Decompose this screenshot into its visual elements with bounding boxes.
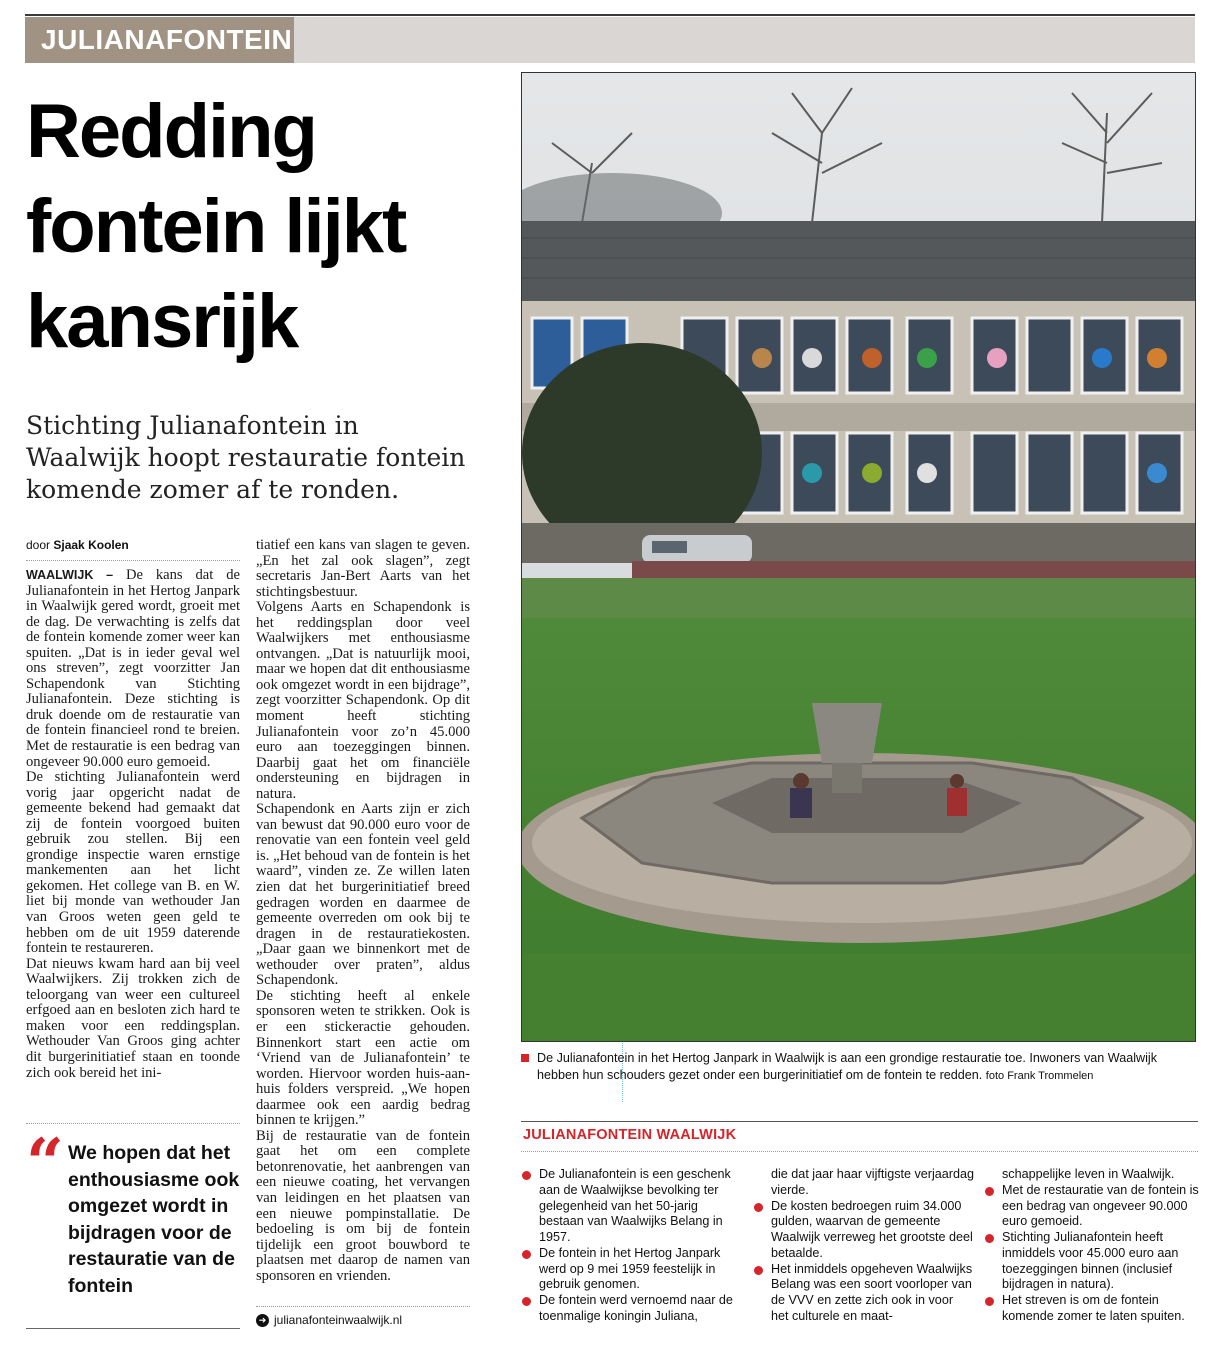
photo-credit: foto Frank Trommelen bbox=[985, 1069, 1094, 1082]
fact-text: Met de restauratie van de fontein is een bedrag van ongeveer 90.000 euro gemoeid. bbox=[1002, 1182, 1199, 1229]
body-paragraph: Dat nieuws kwam hard aan bij veel Waalwijkers. Zij trokken zich de teloorgang van weer een cultureel erfgoed aan en besloten zich hard te maken voor een reddingsplan. Wethouder Van Groos ging achter dit burgerinitiatief staan en toonde zich ook bereid het ini- bbox=[26, 955, 240, 1081]
body-paragraph: Bij de restauratie van de fontein gaat het om een complete betonrenovatie, het aanbrengen van een nieuwe coating, het vervangen van leidingen en het plaatsen van een nieuwe pompinstallatie. De bedoeling is om bij de fontein tijdelijk een groot bouwbord te plaatsen met daarop de namen van sponsoren en vrienden. bbox=[256, 1127, 470, 1284]
infobox-column-3 bbox=[985, 1167, 1205, 1325]
fact-text: De Julianafontein is een geschenk aan de Waalwijkse bevolking ter gelegenheid van het 50-jarig bestaan van Waalwijks Belang in 1957. bbox=[539, 1167, 731, 1244]
byline bbox=[26, 538, 129, 552]
infobox-title: JULIANAFONTEIN WAALWIJK bbox=[523, 1127, 737, 1143]
fact-item bbox=[985, 1293, 1205, 1325]
fact-text: De fontein werd vernoemd naar de toenmalige koningin Juliana, bbox=[539, 1293, 733, 1323]
quote-mark-icon: “ bbox=[26, 1124, 64, 1202]
arrow-right-icon: ➜ bbox=[256, 1314, 269, 1327]
infobox-column-2 bbox=[754, 1167, 974, 1325]
headline-line: fontein lijkt bbox=[26, 184, 406, 269]
fact-text: Het inmiddels opgeheven Waalwijks Belang was een soort voorloper van de VVV en zette zich ook in voor het culturele en maat- bbox=[771, 1261, 973, 1323]
bullet-icon bbox=[985, 1297, 994, 1306]
byline-author: Sjaak Koolen bbox=[53, 538, 129, 552]
fact-item bbox=[522, 1167, 742, 1246]
divider bbox=[521, 1121, 1198, 1122]
body-column-2 bbox=[256, 538, 470, 1284]
fact-text: Het streven is om de fontein komende zomer te laten spuiten. bbox=[1002, 1293, 1185, 1323]
body-paragraph: tiatief een kans van slagen te geven. „En het zal ook slagen”, zegt secretaris Jan-Bert Aarts van het stichtingsbestuur. bbox=[256, 537, 470, 600]
fact-text: De fontein in het Hertog Janpark werd op 9 mei 1959 feestelijk in gebruik genomen. bbox=[539, 1245, 721, 1292]
fact-text: die dat jaar haar vijftigste verjaardag vierde. bbox=[771, 1167, 975, 1197]
intro-text: Stichting Julianafontein in Waalwijk hoopt restauratie fontein komende zomer af te ronden. bbox=[26, 411, 466, 504]
infobox-column-1 bbox=[522, 1167, 742, 1325]
fact-item bbox=[985, 1183, 1205, 1230]
body-paragraph: De stichting heeft al enkele sponsoren weten te strikken. Ook is er een stickeractie gehouden. Binnenkort start een actie om ‘Vriend van de Julianafontein’ te worden. Hiervoor worden huis-aan-huis folders verspreid. „We hopen daarmee ook een aardig bedrag binnen te krijgen.” bbox=[256, 987, 470, 1129]
bullet-icon bbox=[985, 1187, 994, 1196]
divider bbox=[26, 1328, 240, 1329]
divider bbox=[26, 560, 240, 561]
bullet-icon bbox=[985, 1234, 994, 1243]
bullet-icon bbox=[522, 1171, 531, 1180]
fact-item-continued bbox=[985, 1167, 1205, 1183]
pull-quote: We hopen dat het enthousiasme ook omgezet wordt in bijdragen voor de restauratie van de fontein bbox=[68, 1142, 240, 1297]
body-paragraph: Volgens Aarts en Schapendonk is het reddingsplan door veel Waalwijkers met enthousiasme ontvangen. „Dat is natuurlijk mooi, maar we hopen dat dit enthousiasme ook omgezet wordt in een bijdrage”, zegt voorzitter Schapendonk. Op dit moment heeft stichting Julianafontein voor zo’n 45.000 euro aan toezeggingen binnen. Daarbij gaat het om financiële ondersteuning en bijdragen in natura. bbox=[256, 599, 470, 802]
body-paragraph: Schapendonk en Aarts zijn er zich van bewust dat 90.000 euro voor de renovatie van een fontein veel geld is. „Het behoud van de fontein is het waard”, vinden ze. Ze willen laten zien dat het burgerinitiatief breed gedragen worden en daarmee de gemeente overreden om ook bij te dragen in de restauratiekosten. „Daar gaan we binnenkort met de wethouder over praten”, aldus Schapendonk. bbox=[256, 801, 470, 989]
top-rule bbox=[25, 14, 1195, 16]
headline-line: kansrijk bbox=[26, 279, 298, 364]
photo-illustration bbox=[522, 73, 1196, 1042]
dateline: WAALWIJK – bbox=[26, 568, 114, 582]
headline bbox=[26, 84, 496, 369]
fact-item bbox=[522, 1246, 742, 1293]
caption-text: De Julianafontein in het Hertog Janpark in Waalwijk is aan een grondige restauratie toe. Inwoners van Waalwijk hebben hun schouders gezet onder een burgerinitiatief om de fontein te redden. bbox=[537, 1051, 1157, 1082]
body-paragraph bbox=[26, 568, 240, 770]
fact-item bbox=[754, 1199, 974, 1262]
headline-line: Redding bbox=[26, 89, 316, 174]
bullet-icon bbox=[754, 1266, 763, 1275]
fact-text: schappelijke leven in Waalwijk. bbox=[1002, 1167, 1175, 1181]
divider bbox=[256, 1306, 470, 1307]
body-paragraph: De stichting Julianafontein werd vorig jaar opgericht nadat de gemeente bekend had gemaakt dat zij de fontein voorgoed buiten gebruik zou stellen. Bij een grondige inspectie waren ernstige mankementen aan het licht gekomen. Het college van B. en W. liet bij monde van wethouder Jan van Groos weten geen geld te hebben om de uit 1959 daterende fontein te restaureren. bbox=[26, 769, 240, 957]
bullet-icon bbox=[754, 1203, 763, 1212]
bullet-icon bbox=[522, 1297, 531, 1306]
section-kicker: JULIANAFONTEIN bbox=[25, 17, 294, 63]
body-text: De kans dat de Julianafontein in het Hertog Janpark in Waalwijk gered wordt, groeit met de dag. De verwachting is zelfs dat de fontein komende zomer weer kan spuiten. „Dat is in ieder geval wel ons streven”, zegt voorzitter Jan Schapendonk van Stichting Julianafontein. Deze stichting is druk doende om de restauratie van de fontein financieel rond te breien. Met de restauratie is een bedrag van ongeveer 90.000 euro gemoeid. bbox=[26, 567, 240, 770]
photo-caption bbox=[521, 1050, 1191, 1084]
fact-item bbox=[985, 1230, 1205, 1293]
byline-prefix: door bbox=[26, 538, 51, 552]
website-url[interactable]: julianafonteinwaalwijk.nl bbox=[274, 1313, 403, 1327]
fact-item-continued bbox=[754, 1167, 974, 1199]
fact-item bbox=[522, 1293, 742, 1325]
fountain-photo bbox=[521, 72, 1196, 1042]
body-column-1 bbox=[26, 568, 240, 1081]
fact-text: Stichting Julianafontein heeft inmiddels voor 45.000 euro aan toezeggingen binnen (inclusief bijdragen in natura). bbox=[1002, 1230, 1179, 1292]
fact-item bbox=[754, 1262, 974, 1325]
fact-text: De kosten bedroegen ruim 34.000 gulden, waarvan de gemeente Waalwijk verreweg het grootste deel betaalde. bbox=[771, 1198, 973, 1260]
website-link[interactable] bbox=[256, 1313, 402, 1327]
bullet-icon bbox=[522, 1250, 531, 1259]
divider bbox=[521, 1151, 1198, 1152]
